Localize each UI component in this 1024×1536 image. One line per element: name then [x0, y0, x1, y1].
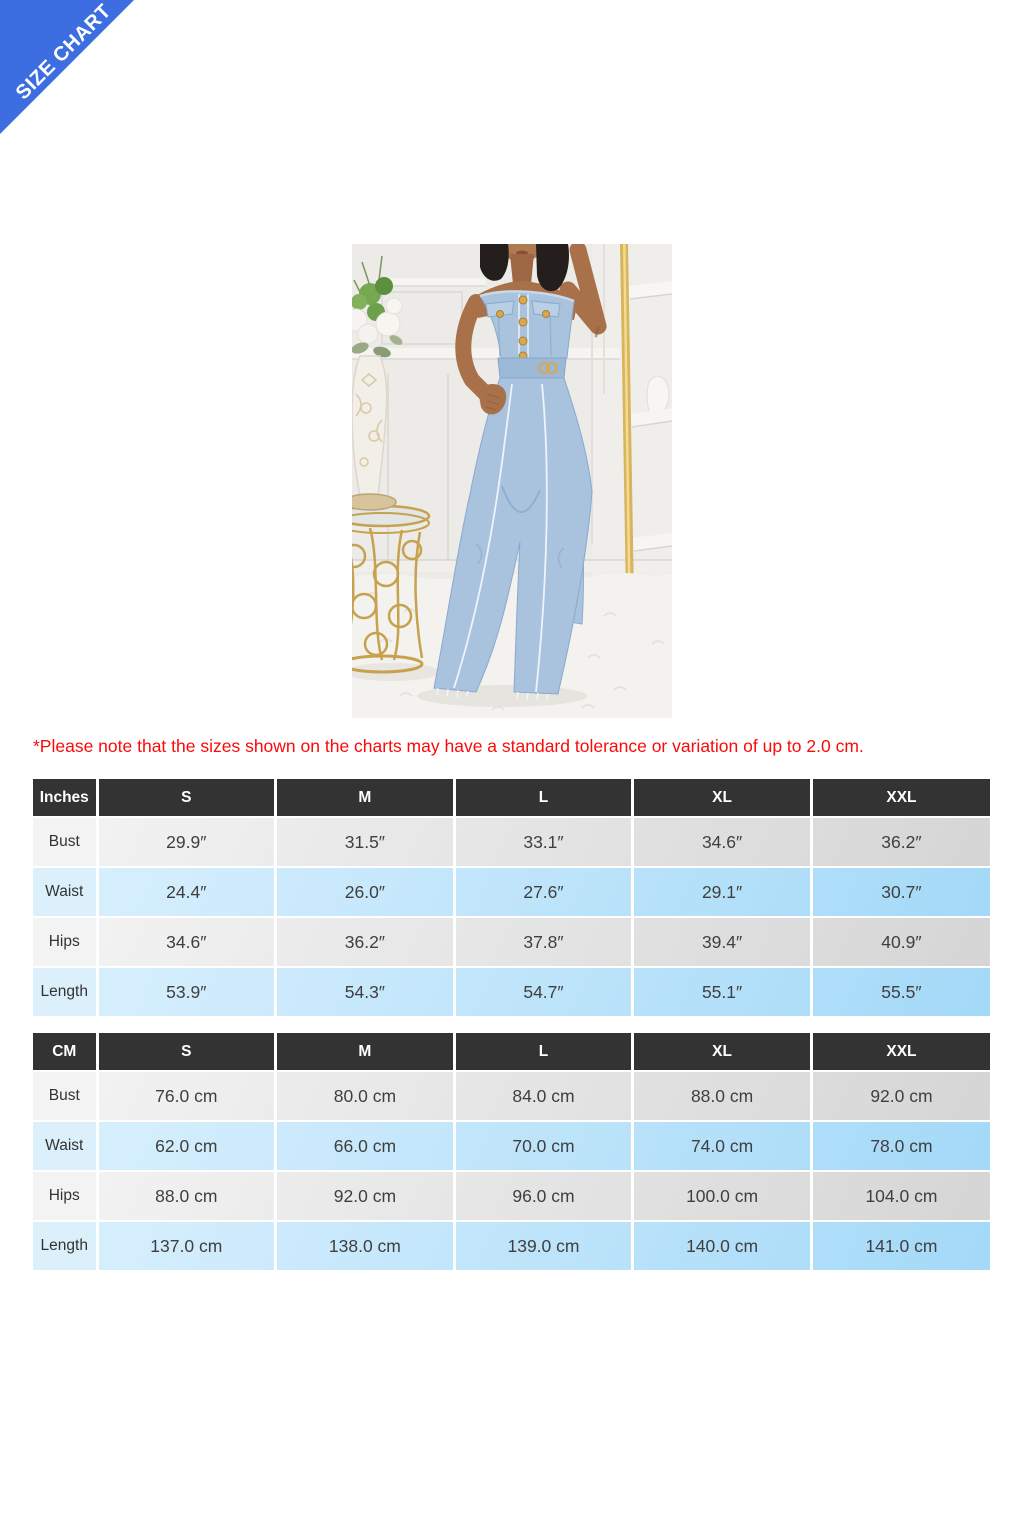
- column-header-cell: M: [276, 1033, 455, 1071]
- table-cell: 138.0 cm: [276, 1221, 455, 1271]
- table-cell: 137.0 cm: [97, 1221, 276, 1271]
- table-cell: 30.7″: [811, 867, 990, 917]
- table-cell: 80.0 cm: [276, 1071, 455, 1121]
- table-cell: 39.4″: [633, 917, 812, 967]
- table-cell: 62.0 cm: [97, 1121, 276, 1171]
- size-table-inches: [33, 779, 990, 1018]
- table-cell: 78.0 cm: [811, 1121, 990, 1171]
- row-label-cell: Hips: [33, 1171, 97, 1221]
- table-cell: 36.2″: [811, 817, 990, 867]
- table-cell: 29.1″: [633, 867, 812, 917]
- column-header-cell: S: [97, 1033, 276, 1071]
- table-cell: 92.0 cm: [811, 1071, 990, 1121]
- size-tables: [33, 779, 990, 1272]
- table-cell: 70.0 cm: [454, 1121, 633, 1171]
- unit-header-cell: CM: [33, 1033, 97, 1071]
- table-row: [33, 1221, 990, 1271]
- table-cell: 66.0 cm: [276, 1121, 455, 1171]
- table-cell: 29.9″: [97, 817, 276, 867]
- table-cell: 96.0 cm: [454, 1171, 633, 1221]
- table-row: [33, 1121, 990, 1171]
- table-cell: 24.4″: [97, 867, 276, 917]
- column-header-cell: S: [97, 779, 276, 817]
- table-cell: 53.9″: [97, 967, 276, 1017]
- row-label-cell: Waist: [33, 867, 97, 917]
- table-cell: 33.1″: [454, 817, 633, 867]
- column-header-cell: XL: [633, 1033, 812, 1071]
- table-cell: 54.7″: [454, 967, 633, 1017]
- table-cell: 104.0 cm: [811, 1171, 990, 1221]
- table-cell: 88.0 cm: [97, 1171, 276, 1221]
- table-cell: 88.0 cm: [633, 1071, 812, 1121]
- table-row: [33, 1171, 990, 1221]
- table-row: [33, 967, 990, 1017]
- table-cell: 27.6″: [454, 867, 633, 917]
- row-label-cell: Bust: [33, 817, 97, 867]
- table-row: [33, 917, 990, 967]
- waist-belt: [498, 358, 566, 378]
- table-row: [33, 817, 990, 867]
- row-label-cell: Hips: [33, 917, 97, 967]
- tolerance-note: *Please note that the sizes shown on the charts may have a standard tolerance or variation of up to 2.0 cm.: [33, 736, 864, 756]
- table-cell: 37.8″: [454, 917, 633, 967]
- column-header-cell: XXL: [811, 1033, 990, 1071]
- size-chart-banner-label: SIZE CHART: [11, 0, 116, 105]
- table-cell: 55.5″: [811, 967, 990, 1017]
- table-header-row: [33, 779, 990, 817]
- unit-header-cell: Inches: [33, 779, 97, 817]
- row-label-cell: Bust: [33, 1071, 97, 1121]
- row-label-cell: Waist: [33, 1121, 97, 1171]
- table-cell: 31.5″: [276, 817, 455, 867]
- column-header-cell: L: [454, 779, 633, 817]
- fur-rug: [352, 573, 672, 718]
- column-header-cell: M: [276, 779, 455, 817]
- table-cell: 26.0″: [276, 867, 455, 917]
- table-cell: 74.0 cm: [633, 1121, 812, 1171]
- table-header-row: [33, 1033, 990, 1071]
- product-photo: [352, 244, 672, 718]
- row-label-cell: Length: [33, 1221, 97, 1271]
- table-cell: 100.0 cm: [633, 1171, 812, 1221]
- table-cell: 141.0 cm: [811, 1221, 990, 1271]
- table-cell: 55.1″: [633, 967, 812, 1017]
- table-cell: 36.2″: [276, 917, 455, 967]
- table-cell: 140.0 cm: [633, 1221, 812, 1271]
- table-cell: 34.6″: [97, 917, 276, 967]
- table-cell: 92.0 cm: [276, 1171, 455, 1221]
- table-cell: 84.0 cm: [454, 1071, 633, 1121]
- corner-ribbon: [0, 0, 134, 134]
- table-row: [33, 867, 990, 917]
- column-header-cell: L: [454, 1033, 633, 1071]
- size-table-cm: [33, 1033, 990, 1272]
- column-header-cell: XXL: [811, 779, 990, 817]
- table-row: [33, 1071, 990, 1121]
- row-label-cell: Length: [33, 967, 97, 1017]
- table-cell: 54.3″: [276, 967, 455, 1017]
- table-cell: 34.6″: [633, 817, 812, 867]
- table-cell: 139.0 cm: [454, 1221, 633, 1271]
- table-cell: 40.9″: [811, 917, 990, 967]
- table-cell: 76.0 cm: [97, 1071, 276, 1121]
- column-header-cell: XL: [633, 779, 812, 817]
